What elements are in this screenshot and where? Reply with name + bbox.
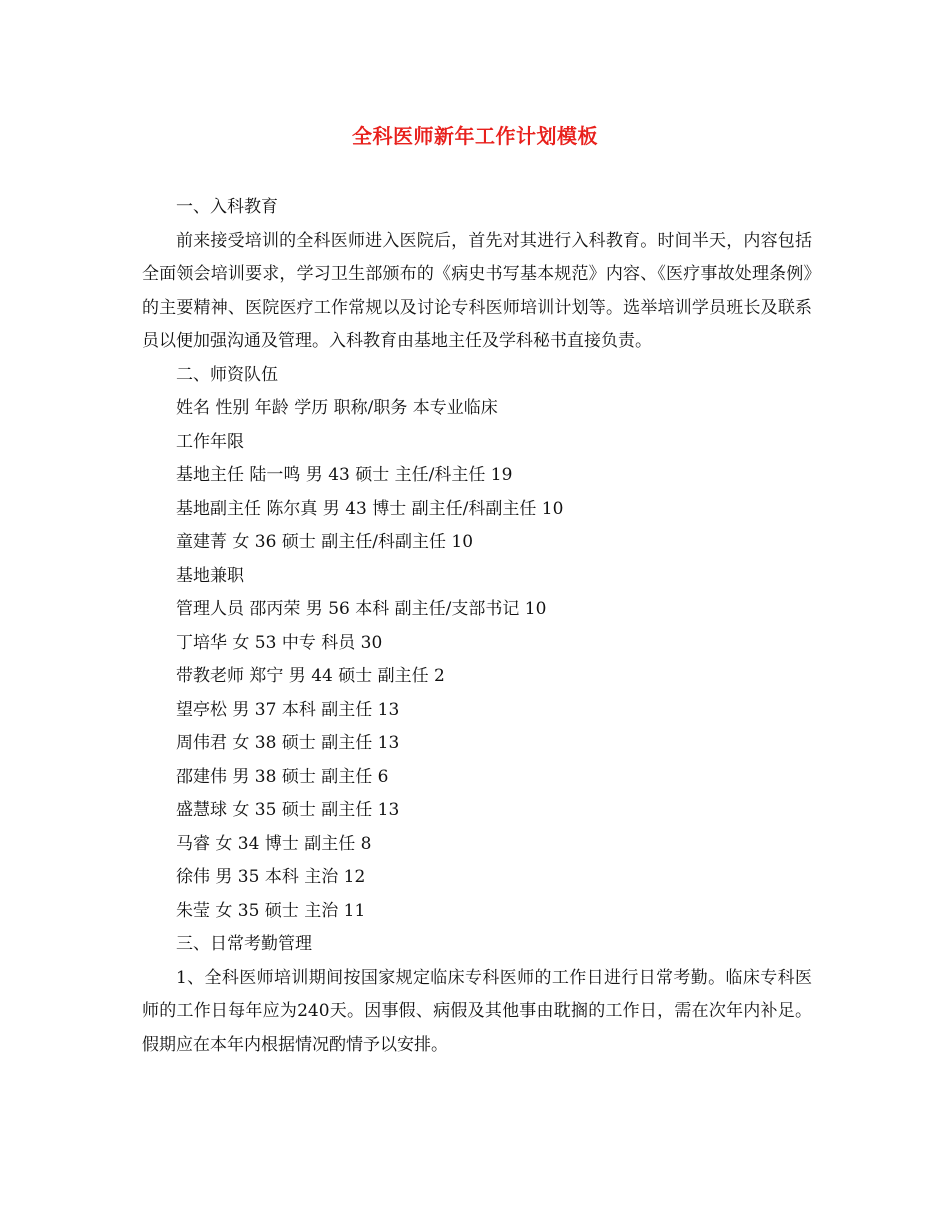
staff-line: 邵建伟 男 38 硕士 副主任 6 — [176, 766, 389, 787]
section-heading-attendance: 三、日常考勤管理 — [176, 934, 312, 954]
staff-line: 基地主任 陆一鸣 男 43 硕士 主任/科主任 19 — [176, 465, 513, 485]
staff-line: 朱莹 女 35 硕士 主治 11 — [176, 900, 366, 921]
staff-line: 望亭松 男 37 本科 副主任 13 — [176, 699, 400, 720]
staff-line: 基地兼职 — [176, 565, 244, 586]
staff-line: 管理人员 邵丙荣 男 56 本科 副主任/支部书记 10 — [176, 599, 547, 619]
staff-line: 姓名 性别 年龄 学历 职称/职务 本专业临床 — [176, 398, 498, 418]
section-heading-teaching-staff: 二、师资队伍 — [176, 364, 278, 385]
staff-line: 周伟君 女 38 硕士 副主任 13 — [176, 733, 400, 753]
paragraph-intro-education: 前来接受培训的全科医师进入医院后，首先对其进行入科教育。时间半天，内容包括全面领会培训要求，学习卫生部颁布的《病史书写基本规范》内容、《医疗事故处理条例》的主要精神、医院医疗工作常规以及讨论专科医师培训计划等。选举培训学员班长及联系员以便加强沟通及管理。入科教育由基地主任及学科秘书直接负责。 — [142, 230, 812, 351]
staff-line: 童建菁 女 36 硕士 副主任/科副主任 10 — [176, 532, 474, 552]
staff-line: 马睿 女 34 博士 副主任 8 — [176, 833, 372, 854]
staff-line: 盛慧球 女 35 硕士 副主任 13 — [176, 800, 400, 820]
section-heading-intro-education: 一、入科教育 — [176, 197, 278, 217]
document-body — [142, 191, 812, 1062]
staff-line: 工作年限 — [176, 431, 244, 452]
paragraph-attendance: 1、全科医师培训期间按国家规定临床专科医师的工作日进行日常考勤。临床专科医师的工作日每年应为240天。因事假、病假及其他事由耽搁的工作日，需在次年内补足。假期应在本年内根据情况酌情予以安排。 — [142, 967, 812, 1055]
staff-line: 基地副主任 陈尔真 男 43 博士 副主任/科副主任 10 — [176, 498, 564, 519]
staff-line: 丁培华 女 53 中专 科员 30 — [176, 632, 383, 653]
staff-line: 徐伟 男 35 本科 主治 12 — [176, 867, 366, 887]
document-title: 全科医师新年工作计划模板 — [352, 124, 598, 148]
staff-line: 带教老师 郑宁 男 44 硕士 副主任 2 — [176, 666, 445, 686]
